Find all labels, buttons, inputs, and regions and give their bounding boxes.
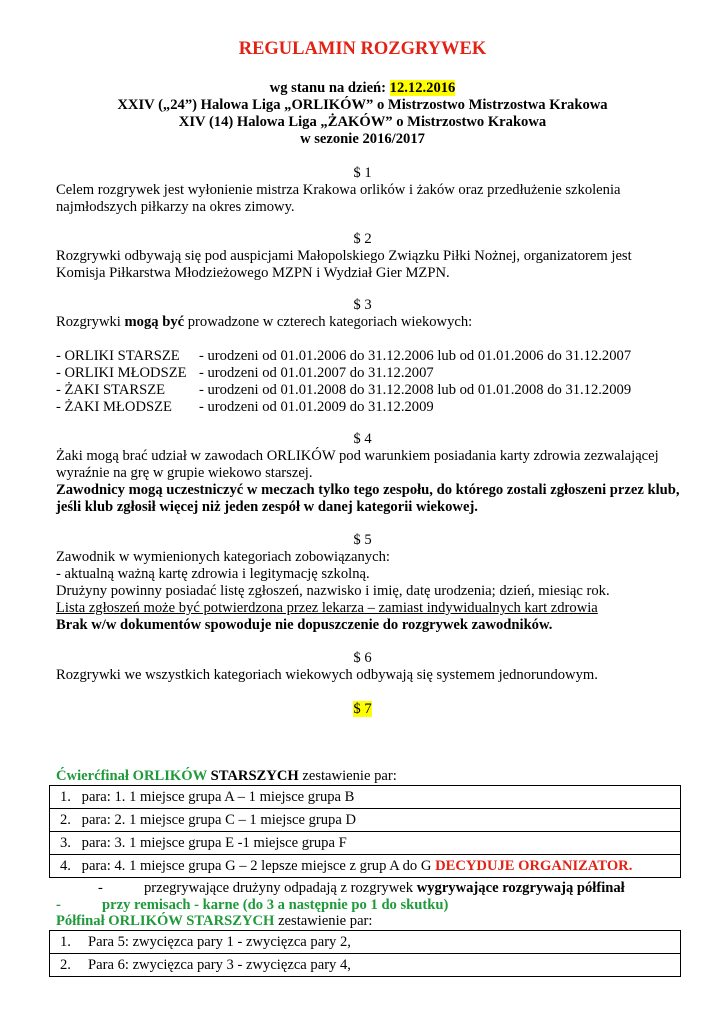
section-1-heading: $ 1 [353,165,372,181]
note-bold: wygrywające rozgrywają półfinał [416,880,625,896]
section-5-text-3: Drużyny powinny posiadać listę zgłoszeń, nazwisko i imię, datę urodzenia; dzień, miesiąc rok. [56,583,610,599]
section-5-text-4: Lista zgłoszeń może być potwierdzona przez lekarza – zamiast indywidualnych kart zdrowia [56,600,598,616]
status-date: 12.12.2016 [389,80,456,96]
section-2-heading: $ 2 [353,231,372,247]
section-7-heading-text: $ 7 [353,701,372,717]
category-name: - ORLIKI MŁODSZE [56,365,187,381]
semifinal-pairs-table [49,930,681,977]
league-line-zaki: XIV (14) Halowa Liga „ŻAKÓW” o Mistrzostwo Krakowa [178,114,547,130]
intro-text-bold: mogą być [124,314,185,330]
category-name: - ORLIKI STARSZE [56,348,180,364]
section-1-text-2: najmłodszych piłkarzy na okres zimowy. [56,199,295,215]
pair-number: 1. [60,788,71,805]
semifinal-heading [56,913,372,930]
section-1-text-1: Celem rozgrywek jest wyłonienie mistrza Krakowa orlików i żaków oraz przedłużenie szkolenia [56,182,621,198]
section-4-text-1: Żaki mogą brać udział w zawodach ORLIKÓW pod warunkiem posiadania karty zdrowia zezwalającej [56,448,659,464]
section-4-bold-1: Zawodnicy mogą uczestniczyć w meczach tylko tego zespołu, do którego zostali zgłoszeni przez klub, [56,482,680,498]
pair-text: para: 1. 1 miejsce grupa A – 1 miejsce grupa B [81,788,355,805]
pair-cell [50,832,681,855]
pair-text: para: 3. 1 miejsce grupa E -1 miejsce grupa F [81,834,347,851]
pair-note: DECYDUJE ORGANIZATOR. [435,857,633,874]
section-7-heading [0,701,725,718]
table-row [50,832,681,855]
section-5-heading: $ 5 [353,532,372,548]
note-eliminated [98,880,625,897]
pair-text: para: 4. 1 miejsce grupa G – 2 lepsze miejsce z grup A do G [81,857,436,874]
section-2-text-2: Komisja Piłkarstwa Młodzieżowego MZPN i Wydział Gier MZPN. [56,265,450,281]
semifinal-label: Półfinał ORLIKÓW STARSZYCH [56,913,275,929]
section-2-text-1: Rozgrywki odbywają się pod auspicjami Małopolskiego Związku Piłki Nożnej, organizatorem jest [56,248,632,264]
status-line [0,80,725,97]
category-desc: - urodzeni od 01.01.2008 do 31.12.2008 lub od 01.01.2008 do 31.12.2009 [199,382,632,398]
pair-cell [50,931,681,954]
intro-text-a: Rozgrywki [56,314,125,330]
season-line: w sezonie 2016/2017 [300,131,425,147]
section-6-text-1: Rozgrywki we wszystkich kategoriach wiekowych odbywają się systemem jednorundowym. [56,667,598,683]
pair-text: Para 5: zwycięzca pary 1 - zwycięzca pary 2, [88,933,351,950]
table-row [50,786,681,809]
quarterfinal-rest: zestawienie par: [298,768,397,784]
pair-cell [50,954,681,977]
category-name: - ŻAKI MŁODSZE [56,399,172,415]
note-dash: - [56,897,61,913]
section-3-intro [56,314,472,331]
pair-text: para: 2. 1 miejsce grupa C – 1 miejsce grupa D [81,811,357,828]
section-5-text-2: - aktualną ważną kartę zdrowia i legitymację szkolną. [56,566,370,582]
section-5-bold-1: Brak w/w dokumentów spowoduje nie dopuszczenie do rozgrywek zawodników. [56,617,553,633]
category-desc: - urodzeni od 01.01.2007 do 31.12.2007 [199,365,434,381]
document-title: REGULAMIN ROZGRYWEK [238,39,487,59]
pair-number: 1. [60,933,71,950]
category-desc: - urodzeni od 01.01.2009 do 31.12.2009 [199,399,434,415]
section-5-text-1: Zawodnik w wymienionych kategoriach zobowiązanych: [56,549,390,565]
category-row [56,348,631,365]
note-penalties [56,897,448,914]
note-text: przegrywające drużyny odpadają z rozgrywek [144,880,417,896]
table-row [50,809,681,832]
quarterfinal-label: Ćwierćfinał ORLIKÓW [56,768,211,784]
section-4-bold-2: jeśli klub zgłosił więcej niż jeden zespół w danej kategorii wiekowej. [56,499,478,515]
section-6-heading: $ 6 [353,650,372,666]
status-prefix: wg stanu na dzień: [269,80,390,96]
category-name: - ŻAKI STARSZE [56,382,166,398]
pair-number: 4. [60,857,71,874]
pair-text: Para 6: zwycięzca pary 3 - zwycięzca pary 4, [88,956,351,973]
table-row [50,954,681,977]
section-4-heading: $ 4 [353,431,372,447]
category-row [56,365,434,382]
section-4-text-2: wyraźnie na grę w grupie wiekowo starszej. [56,465,313,481]
semifinal-rest: zestawienie par: [274,913,373,929]
intro-text-b: prowadzone w czterech kategoriach wiekowych: [184,314,473,330]
category-row [56,382,631,399]
table-row [50,855,681,878]
pair-number: 2. [60,811,71,828]
pair-cell [50,786,681,809]
quarterfinal-pairs-table [49,785,681,878]
table-row [50,931,681,954]
section-3-heading: $ 3 [353,297,372,313]
note-dash: - [98,880,103,896]
pair-number: 2. [60,956,71,973]
pair-cell [50,809,681,832]
quarterfinal-heading [56,768,397,785]
quarterfinal-bold: STARSZYCH [210,768,299,784]
pair-cell [50,855,681,878]
note-text: przy remisach - karne (do 3 a następnie po 1 do skutku) [102,897,449,913]
league-line-orliki: XXIV („24”) Halowa Liga „ORLIKÓW” o Mistrzostwo Mistrzostwa Krakowa [117,97,608,113]
category-desc: - urodzeni od 01.01.2006 do 31.12.2006 lub od 01.01.2006 do 31.12.2007 [199,348,632,364]
category-row [56,399,434,416]
pair-number: 3. [60,834,71,851]
